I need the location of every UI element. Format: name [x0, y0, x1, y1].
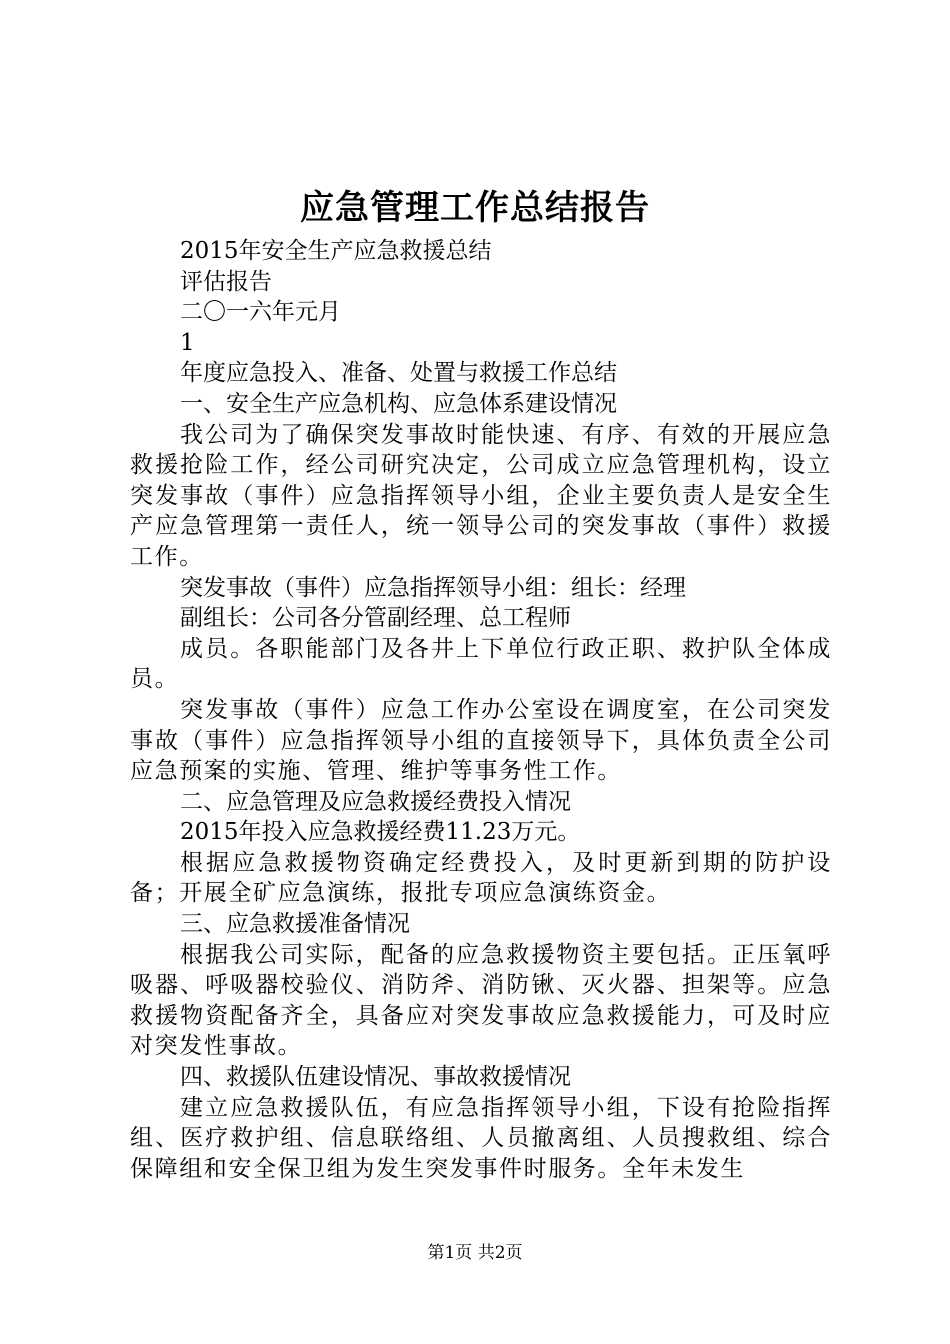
page-footer: 第1页 共2页 — [427, 1243, 523, 1263]
section-heading-3: 三、应急救援准备情况 — [180, 911, 410, 938]
paragraph-supplies: 根据我公司实际，配备的应急救援物资主要包括。正压氧呼吸器、呼吸器校验仪、消防斧、消防锹、灭火器、担架等。应急救援物资配备齐全，具备应对突发事故应急救援能力，可及时应对突发性事故。 — [130, 941, 832, 1060]
section-heading-4: 四、救援队伍建设情况、事故救援情况 — [180, 1064, 571, 1091]
paragraph-report-date: 二〇一六年元月 — [180, 299, 341, 326]
paragraph-office: 突发事故（事件）应急工作办公室设在调度室，在公司突发事故（事件）应急指挥领导小组的直接领导下，具体负责全公司应急预案的实施、管理、维护等事务性工作。 — [130, 696, 832, 785]
paragraph-members: 成员。各职能部门及各井上下单位行政正职、救护队全体成员。 — [130, 635, 832, 693]
section-heading-1: 一、安全生产应急机构、应急体系建设情况 — [180, 390, 617, 417]
paragraph-report-subtitle: 评估报告 — [180, 268, 272, 295]
paragraph-organization: 我公司为了确保突发事故时能快速、有序、有效的开展应急救援抢险工作，经公司研究决定，公司成立应急管理机构，设立突发事故（事件）应急指挥领导小组，企业主要负责人是安全生产应急管理第一责任人，统一领导公司的突发事故（事件）救援工作。 — [130, 421, 832, 570]
paragraph-funding-detail: 根据应急救援物资确定经费投入，及时更新到期的防护设备；开展全矿应急演练，报批专项应急演练资金。 — [130, 849, 832, 907]
paragraph-funding: 2015年投入应急救援经费11.23万元。 — [180, 819, 581, 846]
document-title: 应急管理工作总结报告 — [300, 188, 650, 228]
paragraph-report-year: 2015年安全生产应急救援总结 — [180, 238, 492, 264]
paragraph-rescue-team: 建立应急救援队伍，有应急指挥领导小组，下设有抢险指挥组、医疗救护组、信息联络组、人员撤离组、人员搜救组、综合保障组和安全保卫组为发生突发事件时服务。全年未发生 — [130, 1094, 832, 1182]
paragraph-page-number: 1 — [180, 329, 195, 356]
paragraph-deputy: 副组长：公司各分管副经理、总工程师 — [180, 605, 571, 632]
document-body — [130, 236, 832, 1184]
paragraph-summary-heading: 年度应急投入、准备、处置与救援工作总结 — [180, 360, 617, 387]
section-heading-2: 二、应急管理及应急救援经费投入情况 — [180, 788, 571, 815]
paragraph-leader: 突发事故（事件）应急指挥领导小组：组长：经理 — [180, 574, 686, 601]
